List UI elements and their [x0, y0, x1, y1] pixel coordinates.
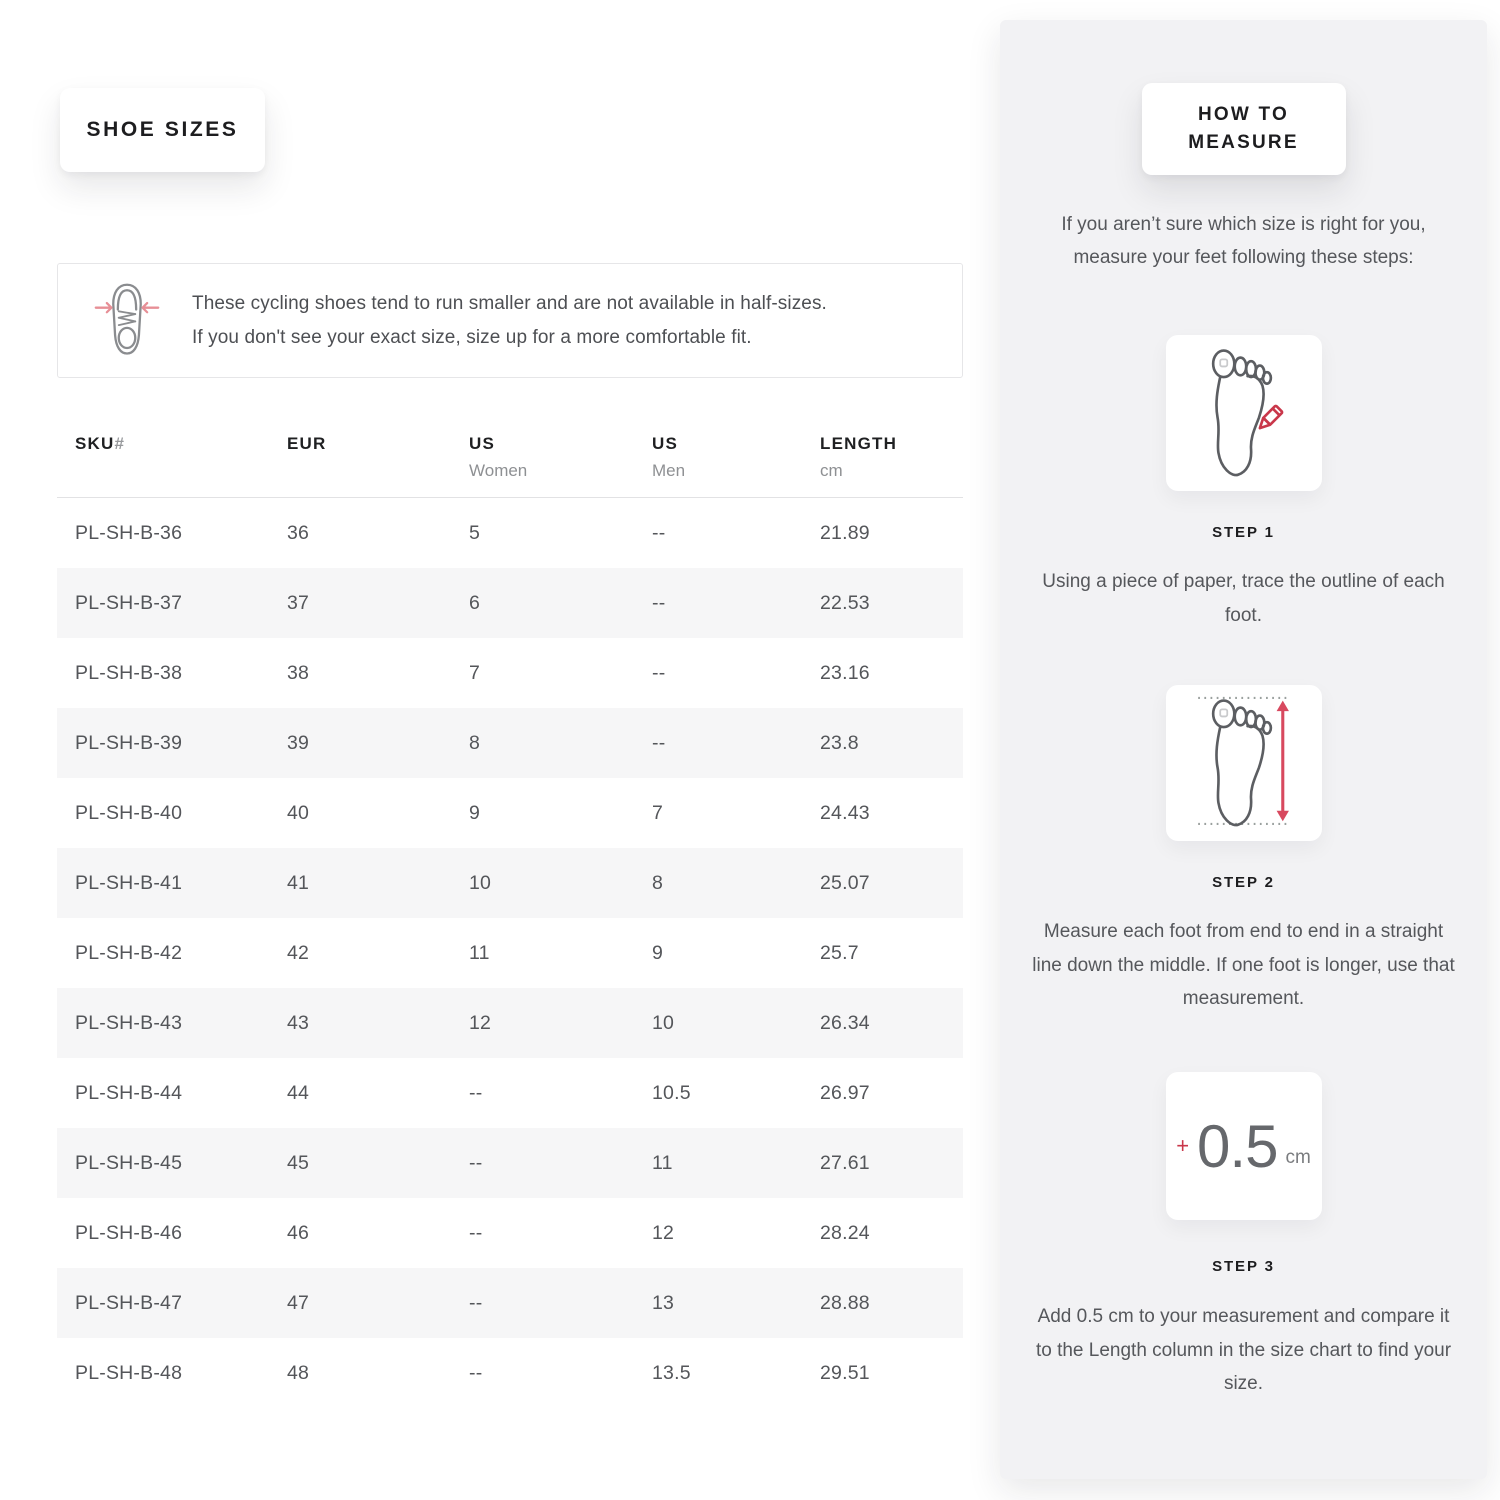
step2-text: Measure each foot from end to end in a straight line down the middle. If one foot is longer, use that measurement. [1032, 921, 1455, 1009]
table-row [57, 1128, 963, 1198]
shoe-top-view-icon [94, 280, 160, 361]
table-cell: -- [469, 1291, 483, 1314]
shoe-sizes-title-badge [60, 88, 265, 172]
table-row [57, 778, 963, 848]
table-cell: PL-SH-B-38 [75, 661, 183, 684]
table-cell: 36 [287, 521, 310, 544]
table-cell: 23.16 [820, 661, 870, 684]
table-cell: PL-SH-B-42 [75, 941, 183, 964]
column-header-us-men: US Men [652, 434, 686, 480]
size-table-header [57, 424, 963, 498]
table-cell: 26.34 [820, 1011, 870, 1034]
fit-notice-line1: These cycling shoes tend to run smaller and are not available in half-sizes. [192, 292, 827, 314]
table-cell: 12 [652, 1221, 675, 1244]
fit-notice-line2: If you don't see your exact size, size up for a more comfortable fit. [192, 326, 752, 348]
table-cell: PL-SH-B-41 [75, 871, 183, 894]
table-cell: -- [652, 591, 666, 614]
step1-card [1166, 335, 1322, 491]
table-cell: 10.5 [652, 1081, 691, 1104]
table-cell: 28.24 [820, 1221, 870, 1244]
table-cell: 47 [287, 1291, 310, 1314]
column-header-us-women: US Women [469, 434, 528, 480]
plus-sign: + [1176, 1133, 1190, 1158]
table-row [57, 848, 963, 918]
table-cell: -- [469, 1361, 483, 1384]
table-row [57, 1268, 963, 1338]
table-cell: PL-SH-B-43 [75, 1011, 183, 1034]
table-cell: 41 [287, 871, 310, 894]
table-row [57, 1058, 963, 1128]
table-cell: 25.7 [820, 941, 859, 964]
table-cell: 13 [652, 1291, 675, 1314]
table-cell: 28.88 [820, 1291, 870, 1314]
table-cell: PL-SH-B-36 [75, 521, 183, 544]
step3-card [1166, 1072, 1322, 1220]
table-cell: 39 [287, 731, 310, 754]
table-cell: 8 [469, 731, 481, 754]
table-cell: 38 [287, 661, 310, 684]
table-cell: PL-SH-B-47 [75, 1291, 183, 1314]
table-row [57, 988, 963, 1058]
table-row [57, 498, 963, 568]
table-cell: PL-SH-B-48 [75, 1361, 183, 1384]
table-cell: 44 [287, 1081, 310, 1104]
step2-card [1166, 685, 1322, 841]
table-cell: 7 [652, 801, 664, 824]
table-cell: 26.97 [820, 1081, 870, 1104]
how-to-intro-text: If you aren’t sure which size is right for you, measure your feet following these steps: [1061, 214, 1426, 268]
table-cell: PL-SH-B-39 [75, 731, 183, 754]
column-header-sku: SKU# [75, 434, 124, 453]
table-cell: 13.5 [652, 1361, 691, 1384]
table-cell: 6 [469, 591, 481, 614]
table-row [57, 1198, 963, 1268]
table-cell: PL-SH-B-45 [75, 1151, 183, 1174]
how-to-measure-title-badge [1142, 83, 1346, 175]
table-cell: 22.53 [820, 591, 870, 614]
size-table-body [57, 498, 963, 1408]
step3-text: Add 0.5 cm to your measurement and compare it to the Length column in the size chart to find your size. [1035, 1306, 1452, 1394]
size-table [57, 424, 963, 1408]
page-title: SHOE SIZES [86, 118, 239, 141]
table-row [57, 638, 963, 708]
step1-label: STEP 1 [1212, 524, 1275, 541]
table-cell: PL-SH-B-40 [75, 801, 183, 824]
table-cell: 21.89 [820, 521, 870, 544]
table-cell: -- [469, 1081, 483, 1104]
fit-notice-box [57, 263, 963, 378]
table-cell: 43 [287, 1011, 310, 1034]
table-cell: 42 [287, 941, 310, 964]
table-cell: 27.61 [820, 1151, 870, 1174]
half-cm-value: 0.5 [1197, 1112, 1278, 1180]
how-to-measure-panel [1000, 20, 1487, 1479]
half-cm-unit: cm [1285, 1146, 1311, 1168]
table-cell: 7 [469, 661, 481, 684]
table-cell: 8 [652, 871, 664, 894]
table-cell: 45 [287, 1151, 310, 1174]
foot-length-arrow-icon [1191, 690, 1297, 836]
step3-label: STEP 3 [1212, 1258, 1275, 1275]
table-row [57, 568, 963, 638]
table-cell: 12 [469, 1011, 492, 1034]
table-cell: 11 [652, 1151, 673, 1174]
table-cell: 40 [287, 801, 310, 824]
table-cell: 37 [287, 591, 310, 614]
column-header-length: LENGTH cm [820, 434, 898, 480]
column-header-eur: EUR [287, 434, 327, 453]
table-cell: 9 [652, 941, 664, 964]
table-cell: -- [652, 731, 666, 754]
table-cell: -- [652, 661, 666, 684]
how-to-measure-title: HOW TO MEASURE [1188, 104, 1299, 153]
table-cell: 11 [469, 941, 490, 964]
table-row [57, 918, 963, 988]
table-cell: 46 [287, 1221, 310, 1244]
table-cell: 25.07 [820, 871, 870, 894]
foot-trace-pencil-icon [1191, 340, 1297, 486]
table-cell: 48 [287, 1361, 310, 1384]
table-row [57, 1338, 963, 1408]
table-row [57, 708, 963, 778]
table-cell: 10 [469, 871, 492, 894]
table-cell: 29.51 [820, 1361, 870, 1384]
table-cell: -- [652, 521, 666, 544]
table-cell: 5 [469, 521, 481, 544]
step2-label: STEP 2 [1212, 874, 1275, 891]
table-cell: -- [469, 1221, 483, 1244]
step1-text: Using a piece of paper, trace the outline of each foot. [1042, 571, 1445, 626]
table-cell: PL-SH-B-44 [75, 1081, 183, 1104]
table-cell: PL-SH-B-46 [75, 1221, 183, 1244]
table-cell: PL-SH-B-37 [75, 591, 183, 614]
table-cell: 10 [652, 1011, 675, 1034]
table-cell: -- [469, 1151, 483, 1174]
fit-notice-text [192, 287, 827, 355]
table-cell: 23.8 [820, 731, 859, 754]
table-cell: 9 [469, 801, 481, 824]
table-cell: 24.43 [820, 801, 870, 824]
plus-half-centimeter-icon [1176, 1112, 1311, 1181]
